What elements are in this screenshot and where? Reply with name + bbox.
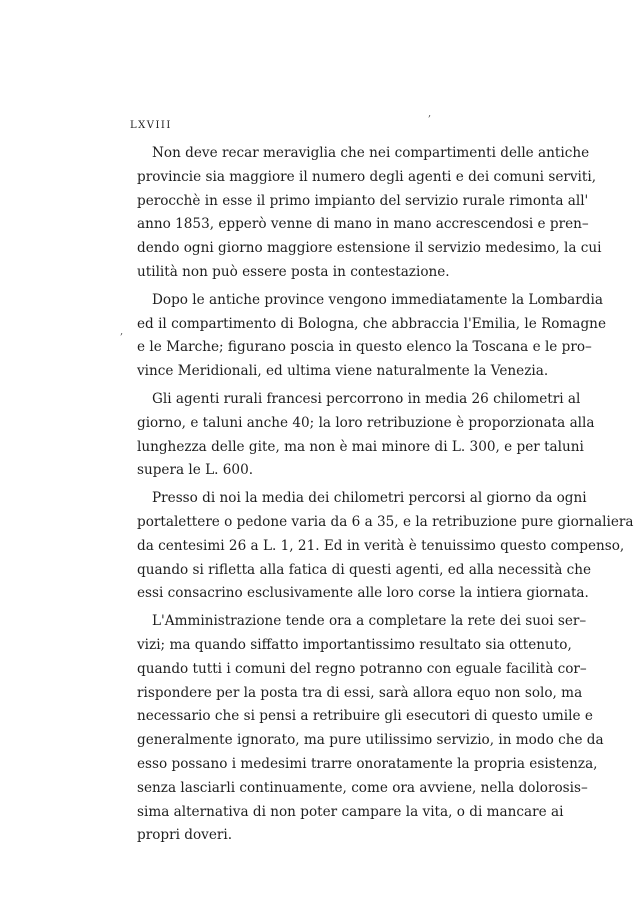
stray-mark-left: , [120, 326, 124, 337]
text-line: da centesimi 26 a L. 1, 21. Ed in verità è tenuissimo questo compenso, [137, 537, 625, 554]
text-line: generalmente ignorato, ma pure utilissimo servizio, in modo che da [137, 732, 604, 749]
text-line: lunghezza delle gite, ma non è mai minore di L. 300, e per taluni [137, 438, 584, 455]
text-line: supera le L. 600. [137, 462, 254, 479]
text-line: anno 1853, epperò venne di mano in mano accrescendosi e pren– [137, 216, 589, 233]
text-line: provincie sia maggiore il numero degli agenti e dei comuni serviti, [137, 168, 597, 185]
paragraph [137, 388, 595, 483]
text-line: perocchè in esse il primo impianto del servizio rurale rimonta all' [137, 192, 589, 209]
text-line: quando si rifletta alla fatica di questi agenti, ed alla necessità che [137, 561, 592, 578]
paragraph [137, 610, 604, 848]
text-line: ed il compartimento di Bologna, che abbraccia l'Emilia, le Romagne [137, 315, 606, 332]
text-line: vince Meridionali, ed ultima viene naturalmente la Venezia. [137, 363, 549, 380]
page-number: LXVIII [130, 120, 172, 131]
text-line: esso possano i medesimi trarre onoratamente la propria esistenza, [137, 755, 598, 772]
paragraph [137, 289, 606, 384]
body-text [137, 142, 634, 848]
text-line: senza lasciarli continuamente, come ora avviene, nella dolorosis– [137, 779, 588, 796]
text-line: L'Amministrazione tende ora a completare la rete dei suoi ser– [152, 613, 587, 630]
paragraph [137, 142, 602, 285]
text-line: utilità non può essere posta in contestazione. [137, 263, 450, 280]
text-line: quando tutti i comuni del regno potranno con eguale facilità cor– [137, 660, 587, 677]
text-line: Non deve recar meraviglia che nei compartimenti delle antiche [152, 145, 590, 161]
text-line: portalettere o pedone varia da 6 a 35, e la retribuzione pure giornaliera [137, 513, 634, 530]
text-line: e le Marche; figurano poscia in questo elenco la Toscana e le pro– [137, 339, 592, 356]
text-line: sima alternativa di non poter campare la vita, o di mancare ai [137, 803, 564, 820]
text-line: rispondere per la posta tra di essi, sarà allora equo non solo, ma [137, 684, 583, 701]
stray-mark-top: , [428, 108, 432, 119]
text-line: Dopo le antiche province vengono immediatamente la Lombardia [152, 291, 603, 308]
paragraph [137, 487, 634, 606]
text-line: vizi; ma quando siffatto importantissimo resultato sia ottenuto, [137, 636, 572, 653]
text-line: propri doveri. [137, 827, 233, 844]
text-line: dendo ogni giorno maggiore estensione il servizio medesimo, la cui [137, 240, 602, 257]
text-line: giorno, e taluni anche 40; la loro retribuzione è proporzionata alla [137, 414, 595, 431]
text-line: Presso di noi la media dei chilometri percorsi al giorno da ogni [152, 490, 587, 507]
text-line: essi consacrino esclusivamente alle loro corse la intiera giornata. [137, 585, 589, 602]
text-line: necessario che si pensi a retribuire gli esecutori di questo umile e [137, 708, 593, 725]
text-line: Gli agenti rurali francesi percorrono in media 26 chilometri al [152, 390, 581, 407]
